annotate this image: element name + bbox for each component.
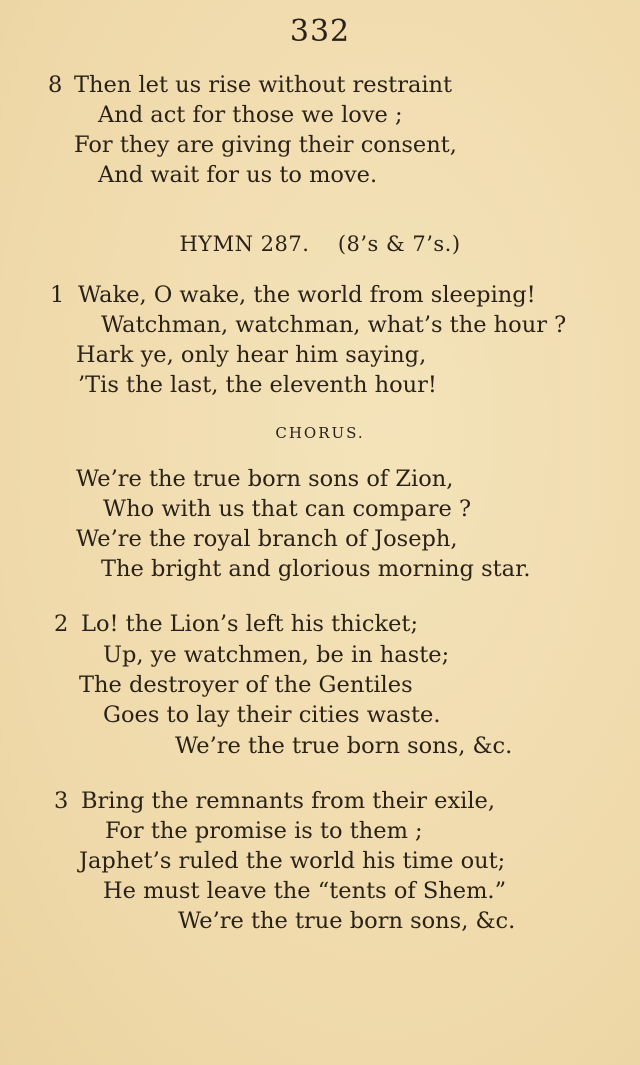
hymn-meter: (8’s & 7’s.) <box>337 232 461 256</box>
verse-line: Wake, O wake, the world from sleeping! <box>78 282 536 308</box>
verse-line: Bring the remnants from their exile, <box>81 788 496 814</box>
refrain-line: We’re the true born sons, &c. <box>175 733 513 759</box>
verse-number: 8 <box>48 72 63 98</box>
chorus-line: Who with us that can compare ? <box>103 496 472 522</box>
chorus-line: We’re the true born sons of Zion, <box>76 466 454 492</box>
verse-line: Goes to lay their cities waste. <box>103 702 441 728</box>
verse-line: Then let us rise without restraint <box>74 72 453 98</box>
page-number: 332 <box>289 14 351 49</box>
verse-line: The destroyer of the Gentiles <box>79 672 413 698</box>
chorus-line: We’re the royal branch of Joseph, <box>76 526 458 552</box>
verse-line: And wait for us to move. <box>98 162 378 188</box>
verse-line: For the promise is to them ; <box>105 818 423 844</box>
refrain-line: We’re the true born sons, &c. <box>178 908 516 934</box>
verse-number: 3 <box>54 788 69 814</box>
verse-line: Japhet’s ruled the world his time out; <box>79 848 506 874</box>
verse-number: 2 <box>54 611 69 637</box>
verse-line: Lo! the Lion’s left his thicket; <box>81 611 419 637</box>
hymn-number: HYMN 287. <box>179 232 310 256</box>
verse-line: For they are giving their consent, <box>74 132 457 158</box>
verse-line: He must leave the “tents of Shem.” <box>103 878 507 904</box>
verse-line: Watchman, watchman, what’s the hour ? <box>101 312 567 338</box>
verse-line: And act for those we love ; <box>98 102 403 128</box>
verse-number: 1 <box>50 282 65 308</box>
chorus-label: CHORUS. <box>275 424 365 442</box>
verse-line: Up, ye watchmen, be in haste; <box>103 642 450 668</box>
verse-line: ’Tis the last, the eleventh hour! <box>78 372 437 398</box>
verse-line: Hark ye, only hear him saying, <box>76 342 427 368</box>
chorus-line: The bright and glorious morning star. <box>101 556 531 582</box>
hymn-title <box>0 232 640 256</box>
